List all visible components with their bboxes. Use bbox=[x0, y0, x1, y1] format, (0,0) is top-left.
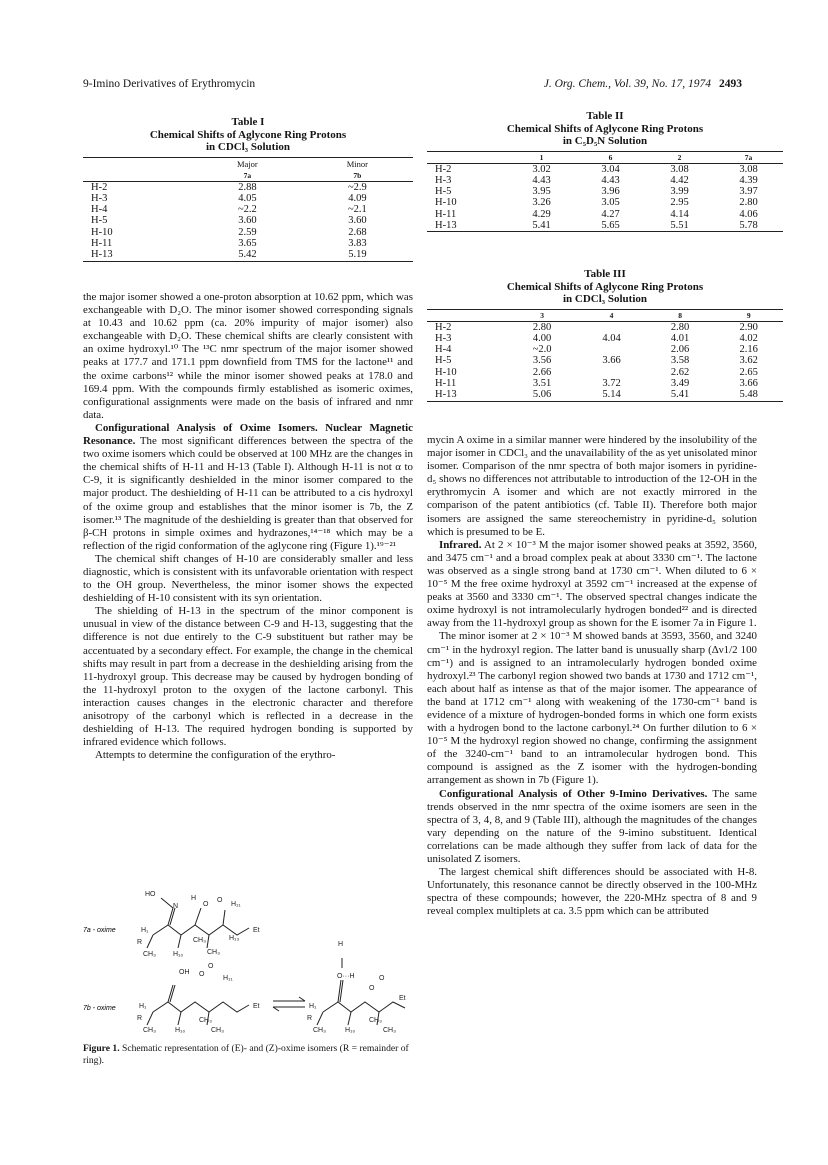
row-label: H-2 bbox=[91, 181, 108, 193]
table-cell: 3.02 bbox=[532, 163, 551, 175]
journal-citation bbox=[544, 78, 742, 90]
table-cell: 2.68 bbox=[348, 226, 367, 238]
table-1-title: Table I bbox=[231, 116, 265, 128]
running-header: 9-Imino Derivatives of Erythromycin bbox=[83, 78, 256, 90]
row-label: H-13 bbox=[435, 219, 457, 231]
table-cell: 2.88 bbox=[238, 181, 257, 193]
row-label: H-13 bbox=[435, 389, 457, 401]
table-cell: 5.41 bbox=[532, 219, 551, 231]
structure-7b-labels bbox=[137, 963, 260, 1034]
table-cell: 5.41 bbox=[670, 389, 690, 401]
table-cell: 3.66 bbox=[602, 355, 621, 367]
table-row bbox=[83, 204, 413, 215]
svg-text:R: R bbox=[307, 1015, 313, 1022]
svg-text:H: H bbox=[338, 941, 344, 948]
table-cell: 4.05 bbox=[238, 192, 257, 204]
table-row bbox=[83, 238, 413, 249]
section-heading: Infrared. bbox=[439, 538, 482, 551]
table-2-col-2: 2 bbox=[677, 152, 682, 162]
table-cell: 2.16 bbox=[739, 344, 758, 356]
svg-text:H₁: H₁ bbox=[309, 1003, 317, 1010]
row-label: H-13 bbox=[91, 249, 113, 261]
table-cell: 3.51 bbox=[532, 377, 552, 389]
table-cell: 4.42 bbox=[670, 174, 689, 186]
table-2-caption-line1: Chemical Shifts of Aglycone Ring Protons bbox=[506, 122, 704, 135]
label-7a: 7a - oxime bbox=[83, 927, 116, 934]
table-cell: 4.06 bbox=[739, 208, 758, 220]
paragraph: The shielding of H-13 in the spectrum of the minor component is unusual in view of the distance between C-9 and H-13, suggesting that the difference is not due entirely to the C-9 substituent but rather may be accentuated by a secondary effect. For example, the change in the chemical shifts may result in part from a decrease in the deshielding arising from the 11-hydroxyl group. This decrease may be caused by hydrogen bonding of the 11-hydroxyl proton to the oxygen of the lactone carbonyl. This interaction causes changes in the electronic character and therefore anisotropy of the carbonyl which is reflected in a decrease in the deshielding of H-13. The required hydrogen bonding is supported by infrared evidence which follows. bbox=[83, 605, 413, 749]
table-cell: 3.58 bbox=[670, 355, 690, 367]
table-cell: 3.05 bbox=[601, 197, 620, 209]
table-row bbox=[427, 186, 783, 197]
paragraph: The minor isomer at 2 × 10⁻³ M showed bands at 3593, 3560, and 3240 cm⁻¹ in the hydroxyl region. The latter band is unusually sharp (Δν1/2 100 cm⁻¹) and is assigned to an intramolecularly hydrogen bonded oxime hydroxyl.²³ The carbonyl region showed two bands at 1730 and 1712 cm⁻¹, each about half as intense as that of the major isomer. The appearance of the band at 1712 cm⁻¹ along with weakening of the 1730-cm⁻¹ band is evidence of a mixture of hydrogen-bonded forms in which one form exists with a hydrogen bond to the lactone carbonyl.²⁴ On further dilution to 6 × 10⁻⁵ M the hydroxyl region showed no change, confirming the assignment of the 3240-cm⁻¹ band to an intramolecular hydrogen bond. This compound is assigned as the Z isomer with the hydrogen-bonding arrangement as shown in 7b (Figure 1). bbox=[427, 630, 757, 787]
table-2-col-6: 6 bbox=[608, 152, 613, 162]
table-2-caption-line2: in C₅D₅N Solution bbox=[562, 135, 648, 147]
table-row bbox=[427, 209, 783, 220]
table-cell: 4.27 bbox=[601, 208, 620, 220]
svg-text:CH₃: CH₃ bbox=[193, 937, 206, 944]
table-cell: 5.78 bbox=[739, 219, 758, 231]
paragraph: The chemical shift changes of H-10 are considerably smaller and less diagnostic, which is consistent with its unfavorable orientation with respect to the OH group. Nevertheless, the minor isomer shows the expected deshielding of H-10 consistent with its syn orientation. bbox=[83, 552, 413, 605]
table-1-col-major: Major bbox=[236, 158, 258, 169]
table-cell: 2.95 bbox=[670, 197, 689, 209]
figure-label: Figure 1. bbox=[83, 1043, 120, 1054]
svg-text:Et: Et bbox=[253, 1003, 260, 1010]
paragraph: mycin A oxime in a similar manner were hindered by the insolubility of the major isomer in CDCl₃ and the unavailability of the as yet unisolated minor isomer. Comparison of the nmr spectra of both major isomers in pyridine-d₅ shows no differences not attributable to introduction of the 12-OH in the erythromycin A isomer and which are not exactly mirrored in the comparison of the patent antibiotics (cf. Table II). Therefore both major isomers are assigned the same stereochemistry in pyridine-d₅ solution which is presumed to be E. bbox=[427, 434, 757, 538]
table-cell: 2.65 bbox=[739, 366, 758, 378]
table-cell: 3.56 bbox=[532, 355, 552, 367]
table-cell: 5.42 bbox=[238, 249, 257, 261]
table-cell: 2.90 bbox=[739, 321, 758, 333]
table-2-title: Table II bbox=[586, 110, 624, 122]
table-row bbox=[427, 389, 783, 401]
table-3-caption-line2: in CDCl₃ Solution bbox=[563, 293, 647, 305]
table-2 bbox=[427, 110, 783, 232]
row-label: H-2 bbox=[435, 163, 452, 175]
table-3 bbox=[427, 268, 783, 402]
svg-text:H₁₀: H₁₀ bbox=[175, 1027, 186, 1034]
table-cell: 4.43 bbox=[532, 174, 551, 186]
svg-text:CH₃: CH₃ bbox=[211, 1027, 224, 1034]
table-row bbox=[427, 344, 783, 355]
table-cell: ~2.2 bbox=[237, 204, 257, 216]
row-label: H-10 bbox=[435, 366, 457, 378]
table-cell: 5.06 bbox=[532, 389, 552, 401]
table-row bbox=[427, 163, 783, 175]
table-row bbox=[427, 378, 783, 389]
paragraph-body: At 2 × 10⁻³ M the major isomer showed peaks at 3592, 3560, and 3475 cm⁻¹ and a broad complex peak at about 3330 cm⁻¹. The lactone was observed as a single strong band at 1730 cm⁻¹. When diluted to 6 × 10⁻⁵ M the free oxime hydroxyl at 3592 cm⁻¹ increased at the expense of peaks at 3560 and 3330 cm⁻¹. The observed spectral changes indicate the oxime hydroxyl is not intramolecularly hydrogen bonded²² and is directed away from the 11-hydroxyl group as shown for the E isomer 7a in Figure 1. bbox=[427, 538, 757, 630]
structure-7b-hbonded bbox=[317, 958, 405, 1025]
svg-text:O···H: O···H bbox=[337, 973, 355, 980]
table-cell bbox=[577, 344, 646, 355]
table-cell: 5.65 bbox=[601, 219, 620, 231]
table-row bbox=[83, 215, 413, 226]
paragraph bbox=[427, 539, 757, 631]
svg-text:H₁₁: H₁₁ bbox=[223, 975, 233, 982]
svg-text:CH₃: CH₃ bbox=[199, 1017, 212, 1024]
table-cell: 2.66 bbox=[532, 366, 552, 378]
table-cell bbox=[577, 367, 646, 378]
table-cell: 4.39 bbox=[739, 174, 758, 186]
table-1-caption-line2: in CDCl₃ Solution bbox=[206, 141, 290, 153]
table-cell: 2.59 bbox=[238, 226, 257, 238]
table-3-col-4: 4 bbox=[609, 310, 614, 320]
figure-caption-text: Schematic representation of (E)- and (Z)-oxime isomers (R = remainder of ring). bbox=[83, 1043, 409, 1066]
table-row bbox=[427, 175, 783, 186]
table-cell: 5.14 bbox=[602, 389, 621, 401]
table-cell: 5.48 bbox=[739, 389, 758, 401]
table-cell: 2.80 bbox=[670, 321, 690, 333]
table-cell: 3.97 bbox=[739, 186, 758, 198]
figure-1 bbox=[83, 880, 413, 1040]
table-cell: 2.62 bbox=[670, 366, 690, 378]
table-row bbox=[83, 181, 413, 193]
table-cell: 3.99 bbox=[670, 186, 689, 198]
table-1-col-minor: Minor bbox=[346, 158, 368, 169]
table-3-caption-line1: Chemical Shifts of Aglycone Ring Protons bbox=[506, 280, 704, 293]
svg-text:O: O bbox=[208, 963, 214, 970]
table-3-col-9: 9 bbox=[746, 310, 751, 320]
table-cell: ~2.1 bbox=[347, 204, 367, 216]
table-2-grid bbox=[427, 151, 783, 233]
table-3-col-3: 3 bbox=[540, 310, 544, 320]
svg-text:O: O bbox=[369, 985, 375, 992]
structure-7b-hbonded-labels bbox=[307, 941, 406, 1034]
table-cell: 4.01 bbox=[670, 332, 690, 344]
svg-text:H₁₃: H₁₃ bbox=[229, 935, 240, 942]
paragraph bbox=[83, 422, 413, 553]
table-cell: 5.19 bbox=[348, 249, 367, 261]
table-cell: 3.83 bbox=[348, 237, 367, 249]
table-1-col-7b: 7b bbox=[353, 170, 362, 180]
table-1 bbox=[83, 116, 413, 262]
svg-text:CH₃: CH₃ bbox=[369, 1017, 382, 1024]
table-1-col-7a: 7a bbox=[243, 170, 252, 180]
row-label: H-3 bbox=[91, 192, 108, 204]
table-cell: 2.80 bbox=[739, 197, 758, 209]
table-cell: 5.51 bbox=[670, 219, 689, 231]
row-label: H-5 bbox=[435, 355, 452, 367]
table-row bbox=[427, 321, 783, 333]
paragraph bbox=[427, 788, 757, 867]
row-label: H-10 bbox=[435, 197, 457, 209]
svg-text:H₁₀: H₁₀ bbox=[173, 951, 184, 958]
svg-text:H₁: H₁ bbox=[141, 927, 149, 934]
table-cell: 3.26 bbox=[532, 197, 551, 209]
svg-text:HO: HO bbox=[145, 891, 156, 898]
figure-1-caption bbox=[83, 1043, 413, 1066]
svg-text:CH₃: CH₃ bbox=[313, 1027, 326, 1034]
row-label: H-11 bbox=[435, 208, 457, 220]
table-cell: 3.08 bbox=[739, 163, 758, 175]
svg-text:OH: OH bbox=[179, 969, 190, 976]
table-row bbox=[83, 249, 413, 261]
table-cell: 4.02 bbox=[739, 332, 758, 344]
table-3-col-8: 8 bbox=[678, 310, 682, 320]
row-label: H-2 bbox=[435, 321, 452, 333]
table-cell: 3.60 bbox=[348, 215, 367, 227]
svg-text:R: R bbox=[137, 1015, 143, 1022]
row-label: H-4 bbox=[435, 344, 452, 356]
paragraph-body: The most significant differences between the spectra of the two oxime isomers which could be observed at 100 MHz are the changes in the chemical shifts of H-11 and H-13 (Table I). Although H-11 is not α to C-9, it is significantly deshielded in the minor isomer compared to the major product. The deshielding of H-11 can be attributed to a cis hydroxyl of the oxime group and establishes that the minor isomer is 7b, the Z isomer.¹³ The magnitude of the deshielding is greater than that observed for β-CH protons in simple oximes and hydrazones,¹⁴⁻¹⁸ which may be a reflection of the rigid conformation of the aglycone ring (Figure 1).¹⁹⁻²¹ bbox=[83, 435, 413, 552]
structure-7a-labels bbox=[137, 891, 260, 958]
table-row bbox=[83, 193, 413, 204]
row-label: H-3 bbox=[435, 332, 452, 344]
label-7b: 7b - oxime bbox=[83, 1005, 116, 1012]
svg-text:O: O bbox=[203, 901, 209, 908]
left-column-text bbox=[83, 291, 413, 762]
table-cell: 3.66 bbox=[739, 377, 758, 389]
row-label: H-3 bbox=[435, 174, 452, 186]
table-1-grid bbox=[83, 157, 413, 262]
equilibrium-arrows-icon bbox=[273, 997, 305, 1011]
svg-text:H: H bbox=[191, 895, 197, 902]
table-cell: 3.49 bbox=[670, 377, 690, 389]
paragraph: Attempts to determine the configuration of the erythro- bbox=[95, 749, 336, 762]
table-cell: 3.04 bbox=[601, 163, 620, 175]
table-cell: 4.00 bbox=[532, 332, 552, 344]
table-row bbox=[83, 227, 413, 238]
svg-text:H₁: H₁ bbox=[139, 1003, 147, 1010]
table-cell: 3.95 bbox=[532, 186, 551, 198]
row-label: H-10 bbox=[91, 226, 113, 238]
table-cell: 3.08 bbox=[670, 163, 689, 175]
table-cell: 4.43 bbox=[601, 174, 620, 186]
row-label: H-4 bbox=[91, 204, 108, 216]
svg-text:O: O bbox=[217, 897, 223, 904]
svg-text:R: R bbox=[137, 939, 143, 946]
table-row bbox=[427, 197, 783, 208]
paragraph: The largest chemical shift differences should be associated with H-8. Unfortunately, this resonance cannot be directly observed in the 100-MHz spectra of these compounds; however, the 220-MHz spectra of 8 and 9 reveal complex multiplets at ca. 3.5 ppm which can be attributed bbox=[427, 866, 757, 918]
section-heading: Configurational Analysis of Other 9-Imino Derivatives. bbox=[439, 787, 708, 800]
table-cell: 2.80 bbox=[532, 321, 552, 333]
svg-text:CH₃: CH₃ bbox=[143, 1027, 156, 1034]
table-row bbox=[427, 355, 783, 366]
page-number: 2493 bbox=[719, 78, 742, 90]
table-cell: ~2.0 bbox=[532, 344, 552, 356]
table-1-caption-line1: Chemical Shifts of Aglycone Ring Protons bbox=[149, 128, 347, 141]
table-2-col-7a: 7a bbox=[744, 152, 753, 162]
paragraph-body: The same trends observed in the nmr spectra of the oxime isomers are seen in the spectra of 3, 4, 8, and 9 (Table III), although the magnitudes of the changes vary depending on the nature of the 9-imino substituent. Identical correlations can be made although they suffer from lack of data for the unisolated Z isomers. bbox=[427, 787, 757, 865]
table-cell: 3.72 bbox=[602, 377, 621, 389]
table-row bbox=[427, 333, 783, 344]
svg-text:CH₃: CH₃ bbox=[143, 951, 156, 958]
right-column-text bbox=[427, 434, 757, 918]
row-label: H-5 bbox=[435, 186, 452, 198]
table-cell: 2.06 bbox=[670, 344, 690, 356]
table-cell: 4.04 bbox=[602, 332, 621, 344]
structure-7b bbox=[147, 985, 249, 1025]
table-row bbox=[427, 220, 783, 232]
table-3-grid bbox=[427, 309, 783, 402]
table-cell: 4.14 bbox=[670, 208, 689, 220]
table-cell bbox=[577, 321, 646, 333]
svg-text:Et: Et bbox=[253, 927, 260, 934]
table-cell: 4.09 bbox=[348, 192, 367, 204]
row-label: H-5 bbox=[91, 215, 108, 227]
table-3-title: Table III bbox=[584, 268, 626, 280]
table-cell: 3.96 bbox=[601, 186, 620, 198]
table-cell: 3.65 bbox=[238, 237, 257, 249]
table-cell: 3.60 bbox=[238, 215, 257, 227]
row-label: H-11 bbox=[435, 377, 457, 389]
row-label: H-11 bbox=[91, 237, 113, 249]
table-2-col-1: 1 bbox=[539, 152, 544, 162]
svg-text:O: O bbox=[379, 975, 385, 982]
table-cell: 3.62 bbox=[739, 355, 758, 367]
journal-name: J. Org. Chem., Vol. 39, No. 17, 1974 bbox=[543, 78, 711, 90]
svg-text:O: O bbox=[199, 971, 205, 978]
svg-text:H₁₁: H₁₁ bbox=[231, 901, 241, 908]
svg-text:Et: Et bbox=[399, 995, 406, 1002]
svg-text:N: N bbox=[173, 903, 179, 910]
oxime-structures-diagram bbox=[83, 880, 413, 1040]
svg-text:CH₃: CH₃ bbox=[207, 949, 220, 956]
table-cell: 4.29 bbox=[532, 208, 551, 220]
svg-text:CH₃: CH₃ bbox=[383, 1027, 396, 1034]
svg-text:H₁₀: H₁₀ bbox=[345, 1027, 356, 1034]
table-cell: ~2.9 bbox=[347, 181, 367, 193]
table-row bbox=[427, 367, 783, 378]
section-heading: Configurational Analysis of Oxime Isomers. Nuclear Magnetic Resonance. bbox=[83, 421, 413, 448]
paragraph: the major isomer showed a one-proton absorption at 10.62 ppm, which was exchangeable with D₂O. The minor isomer showed corresponding signals at 10.43 and 10.62 ppm (ca. 20% impurity of major isomer) also exchangeable with D₂O. These chemical shifts are clearly consistent with an oxime hydroxyl.¹⁰ The ¹³C nmr spectrum of the major isomer showed peaks at 177.7 and 171.1 ppm downfield from TMS for the lactone¹¹ and the oxime carbons¹² while the minor isomer showed peaks at 178.0 and 169.4 ppm. With the compounds firmly established as isomeric oximes, configurational assignments were made on the basis of infrared and nmr data. bbox=[83, 291, 413, 421]
